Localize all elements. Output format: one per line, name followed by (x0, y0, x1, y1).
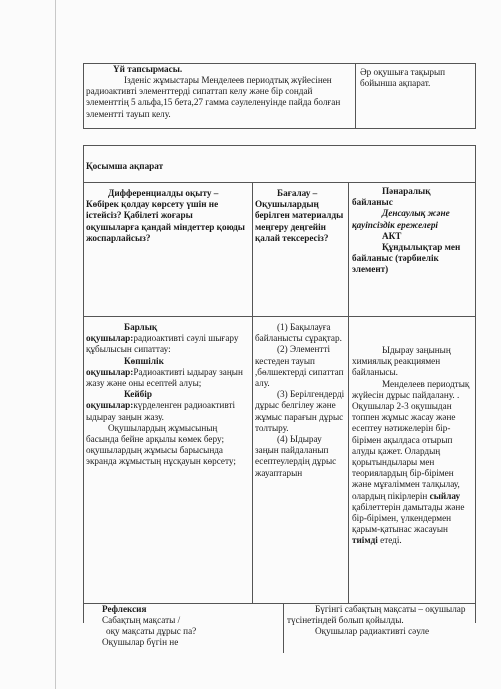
rule (83, 63, 84, 129)
links-bold-effective: тиімді (352, 535, 378, 546)
some-students-text: күрделенген радиоактивті ыдырау заңын жазу. (86, 400, 236, 422)
header-ict: АКТ (382, 230, 402, 241)
links-para-1: Ыдырау заңының химиялық реакциямен байланысы. (352, 345, 451, 378)
header-assessment: Бағалау – Оқушылардың берілген материалды меңгеру деңгейін қалай тексересіз? (255, 188, 344, 243)
assessment-item-2: (2) Элементті кестеден тауып ,бөлшектерді сипаттап алу. (255, 344, 344, 389)
assessment-item-1: (1) Бақылауға байланысты сұрақтар. (255, 322, 342, 344)
assessment-item-4: (4) Ыдырау заңын пайдаланып есептеулердің дұрыс жауаптарын (255, 434, 337, 478)
rule (475, 63, 476, 129)
rule (83, 145, 84, 623)
rule (283, 603, 284, 653)
links-content (352, 345, 472, 547)
reflection-right-1: Бүгінгі сабақтың мақсаты – оқушылар түсінетіндей болып қойылды. (287, 604, 466, 626)
rule (83, 182, 476, 183)
reflection-right-2: Оқушылар радиактивті сәуле (315, 626, 430, 637)
rule (83, 128, 476, 129)
rule (83, 316, 476, 317)
header-interdisciplinary: Пәнаралық байланыс (352, 186, 431, 208)
homework-text: Ізденіс жұмыстары Менделеев периодтық жүйесінен радиоактивті элементтерді сипаттап келу және бір сондай элементтің 5 альфа,15 бета,27 гамма сәулеленуінде пайда болған элементті тауып келу. (86, 75, 341, 119)
header-health-safety: Денсаулық және қауіпсіздік ережелері (352, 208, 450, 230)
many-students-label: Көпшілік оқушылар: (86, 355, 164, 377)
links-para-2-text: Менделеев периодтық жүйесін дұрыс пайдалану. . Оқушылар 2-3 оқушыдан топпен жұмыс жасау және есептеу нәтижелерін бір-бірімен ақылдаса отырып алуды қажет. Олардың қорытындылары мен теориялардың бір-бірімен және мұғаліммен талқылау, олардың пікірлерін (352, 378, 470, 501)
reflection-line-3: Оқушылар бүгін не (102, 637, 179, 648)
rule (355, 63, 356, 129)
homework-note: Әр оқушыға тақырып бойынша ақпарат. (360, 67, 446, 89)
reflection-left (102, 615, 280, 649)
homework-title: Үй тапсырмасы. (113, 64, 183, 74)
assessment-item-3: (3) Берілгендерді дұрыс белгілеу және жұмыс парағын дұрыс толтыру. (255, 389, 345, 433)
reflection-right (287, 604, 473, 638)
links-para-4-text: етеді. (380, 535, 402, 546)
header-differentiation: Дифференциалды оқыту – Көбірек қолдау көрсету үшін не істейсіз? Қабілеті жоғары оқушыларға қандай міндеттер қоюды жоспарлайсыз? (86, 188, 245, 243)
reflection-title: Рефлексия (102, 604, 147, 614)
links-bold-respect: сыйлау (429, 490, 461, 501)
header-links (352, 186, 472, 276)
scan-edge (55, 0, 56, 689)
many-students-text: Радиоактивті ыдырау заңын жазу және оны есептей алуы; (86, 366, 243, 389)
rule (252, 182, 253, 603)
differentiation-content (86, 322, 249, 468)
all-students-label: Барлық оқушылар: (86, 322, 158, 344)
header-values: Құндылықтар мен байланыс (тәрбиелік элемент) (352, 242, 461, 275)
links-para-2 (352, 379, 472, 547)
all-students-text: радиоактивті сәулі шығару құбылысын сипаттау: (86, 333, 239, 355)
some-students-label: Кейбір оқушылар: (86, 389, 152, 411)
links-para-3-text: қабілеттерін дамытады және бір-бірімен, үлкендермен қарым-қатынас жасауын (352, 501, 465, 535)
rule (348, 182, 349, 603)
support-text: Оқушылардың жұмысының басында бейне арқылы көмек беру; оқушылардың жұмысы барысында экранда жұмыстың нұсқауын көрсету; (86, 422, 236, 467)
additional-info-title: Қосымша ақпарат (86, 161, 164, 171)
reflection-line-1: Сабақтың мақсаты / (102, 615, 181, 625)
rule (475, 145, 476, 623)
reflection-line-2: оқу мақсаты дұрыс па? (106, 626, 197, 637)
rule (83, 145, 476, 146)
assessment-content (255, 322, 345, 479)
